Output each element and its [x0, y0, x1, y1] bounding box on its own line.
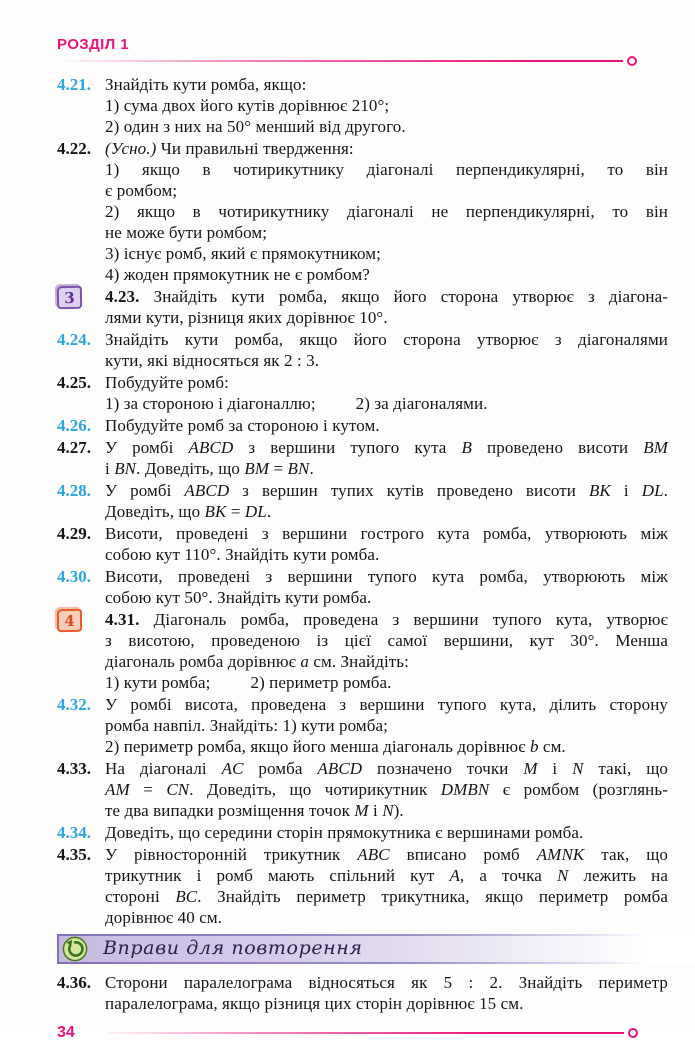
text-line: не може бути ромбом;	[105, 223, 268, 242]
problem-paragraph	[105, 138, 668, 159]
text-line: У рівносторонній трикутник ABC вписано ромб AMNK так, що	[105, 845, 668, 864]
text-line: 2) периметр ромба, якщо його менша діагональ дорівнює b см.	[105, 737, 566, 756]
problem-number: 4.34.	[57, 823, 91, 842]
text-line: Доведіть, що BK = DL.	[105, 502, 272, 521]
problem-paragraph	[105, 201, 668, 243]
text-line: 2) якщо в чотирикутнику діагоналі не перпендикулярні, то він	[105, 202, 668, 221]
text-line: 1) за стороною і діагоналлю; 2) за діагоналями.	[105, 394, 488, 413]
problem-number: 4.33.	[57, 759, 91, 778]
problem-number: 4.25.	[57, 373, 91, 392]
problem-number: 4.36.	[57, 973, 91, 992]
text-line: (Усно.) Чи правильні твердження:	[105, 139, 354, 158]
problem-4-30	[57, 566, 668, 608]
problem-paragraph	[105, 736, 668, 757]
page-number: 34	[57, 1024, 75, 1041]
problem-4-35	[57, 844, 668, 928]
text-line: є ромбом;	[105, 181, 178, 200]
text-line: дорівнює 40 см.	[105, 908, 223, 927]
problem-4-28	[57, 480, 668, 522]
text-line: 1) кути ромба; 2) периметр ромба.	[105, 673, 392, 692]
text-line: паралелограма, якщо різниця цих сторін дорівнює 15 см.	[105, 994, 524, 1013]
review-section-banner	[57, 934, 695, 964]
problem-paragraph	[105, 523, 668, 565]
problem-paragraph	[105, 329, 668, 371]
text-line: У ромбі ABCD з вершин тупих кутів проведено висоти BK і DL.	[105, 481, 668, 500]
problem-4-34	[57, 822, 668, 843]
problem-paragraph	[105, 844, 668, 928]
problem-number: 4.35.	[57, 845, 91, 864]
problem-paragraph	[105, 672, 668, 693]
problem-paragraph	[105, 758, 668, 821]
text-line: з висотою, проведеною із цієї самої вершини, кут 30°. Менша	[105, 631, 668, 650]
text-line: 1) сума двох його кутів дорівнює 210°;	[105, 96, 390, 115]
text-line: Знайдіть кути ромба, якщо:	[105, 75, 307, 94]
problem-paragraph	[105, 286, 668, 328]
page-footer	[57, 1024, 668, 1042]
review-banner-title: Вправи для повторення	[103, 937, 363, 959]
problem-paragraph	[105, 566, 668, 608]
review-problems-list	[57, 972, 668, 1014]
text-line: Побудуйте ромб за стороною і кутом.	[105, 416, 380, 435]
problem-4-22	[57, 138, 668, 285]
text-line: Висоти, проведені з вершини гострого кута ромба, утворюють між	[105, 524, 668, 543]
text-line: 2) один з них на 50° менший від другого.	[105, 117, 406, 136]
text-line: У ромбі висота, проведена з вершини тупого кута, ділить сторону	[105, 695, 668, 714]
text-line: 4) жоден прямокутник не є ромбом?	[105, 265, 370, 284]
text-line: Побудуйте ромб:	[105, 373, 229, 392]
problem-paragraph	[105, 609, 668, 672]
text-line: У ромбі ABCD з вершини тупого кута B проведено висоти BM	[105, 438, 668, 457]
text-line: ромба навпіл. Знайдіть: 1) кути ромба;	[105, 716, 388, 735]
task-badge: 3	[57, 286, 82, 309]
problem-paragraph	[105, 480, 668, 522]
text-line: Знайдіть кути ромба, якщо його сторона утворює з діагоналями	[105, 330, 668, 349]
problem-4-33	[57, 758, 668, 821]
text-line: кути, які відносяться як 2 : 3.	[105, 351, 320, 370]
problem-4-31	[57, 609, 668, 693]
rule-end-ring	[627, 56, 637, 66]
problem-4-23	[57, 286, 668, 328]
footer-rule	[107, 1032, 624, 1034]
text-line: На діагоналі AC ромба ABCD позначено точки M і N такі, що	[105, 759, 668, 778]
problem-paragraph	[105, 694, 668, 736]
problem-number: 4.28.	[57, 481, 91, 500]
problem-4-36	[57, 972, 668, 1014]
chapter-label: РОЗДІЛ 1	[57, 36, 129, 53]
text-line: Висоти, проведені з вершини тупого кута ромба, утворюють між	[105, 567, 668, 586]
problem-number: 4.29.	[57, 524, 91, 543]
problem-paragraph	[105, 243, 668, 264]
problem-paragraph	[105, 116, 668, 137]
text-line: 3) існує ромб, який є прямокутником;	[105, 244, 381, 263]
problem-paragraph	[105, 822, 668, 843]
problem-paragraph	[105, 972, 668, 1014]
text-line: Сторони паралелограма відносяться як 5 : 2. Знайдіть периметр	[105, 973, 668, 992]
problem-number: 4.32.	[57, 695, 91, 714]
text-line: собою кут 50°. Знайдіть кути ромба.	[105, 588, 372, 607]
text-line: 1) якщо в чотирикутнику діагоналі перпендикулярні, то він	[105, 160, 668, 179]
text-line: Доведіть, що середини сторін прямокутника є вершинами ромба.	[105, 823, 584, 842]
text-line: лями кути, різниця яких дорівнює 10°.	[105, 308, 388, 327]
problem-4-24	[57, 329, 668, 371]
rule-end-ring	[628, 1028, 638, 1038]
text-line: стороні BC. Знайдіть периметр трикутника, якщо периметр ромба	[105, 887, 668, 906]
problem-4-27	[57, 437, 668, 479]
problem-paragraph	[105, 95, 668, 116]
problem-paragraph	[105, 393, 668, 414]
problem-4-26	[57, 415, 668, 436]
text-line: собою кут 110°. Знайдіть кути ромба.	[105, 545, 380, 564]
problem-number: 4.30.	[57, 567, 91, 586]
problem-number: 4.27.	[57, 438, 91, 457]
problem-4-29	[57, 523, 668, 565]
header-rule	[57, 60, 623, 62]
problem-paragraph	[105, 74, 668, 95]
text-line: 4.31. Діагональ ромба, проведена з вершини тупого кута, утворює	[105, 610, 668, 629]
page-header	[57, 36, 668, 62]
problem-4-21	[57, 74, 668, 137]
problem-number: 4.21.	[57, 75, 91, 94]
problem-paragraph	[105, 415, 668, 436]
text-line: 4.23. Знайдіть кути ромба, якщо його сторона утворює з діагона-	[105, 287, 668, 306]
text-line: діагональ ромба дорівнює a см. Знайдіть:	[105, 652, 409, 671]
text-line: трикутник і ромб мають спільний кут A, а точка N лежить на	[105, 866, 668, 885]
task-badge: 4	[57, 609, 82, 632]
text-line: AM = CN. Доведіть, що чотирикутник DMBN є ромбом (розглянь-	[105, 780, 668, 799]
problem-paragraph	[105, 437, 668, 479]
problem-4-32	[57, 694, 668, 757]
problem-number: 4.24.	[57, 330, 91, 349]
repeat-icon	[62, 936, 88, 962]
problem-paragraph	[105, 264, 668, 285]
problem-number: 4.26.	[57, 416, 91, 435]
problem-number: 4.22.	[57, 139, 91, 158]
text-line: і BN. Доведіть, що BM = BN.	[105, 459, 314, 478]
problem-4-25	[57, 372, 668, 414]
text-line: те два випадки розміщення точок M і N).	[105, 801, 404, 820]
problem-paragraph	[105, 372, 668, 393]
problem-paragraph	[105, 159, 668, 201]
problems-list	[57, 74, 668, 928]
